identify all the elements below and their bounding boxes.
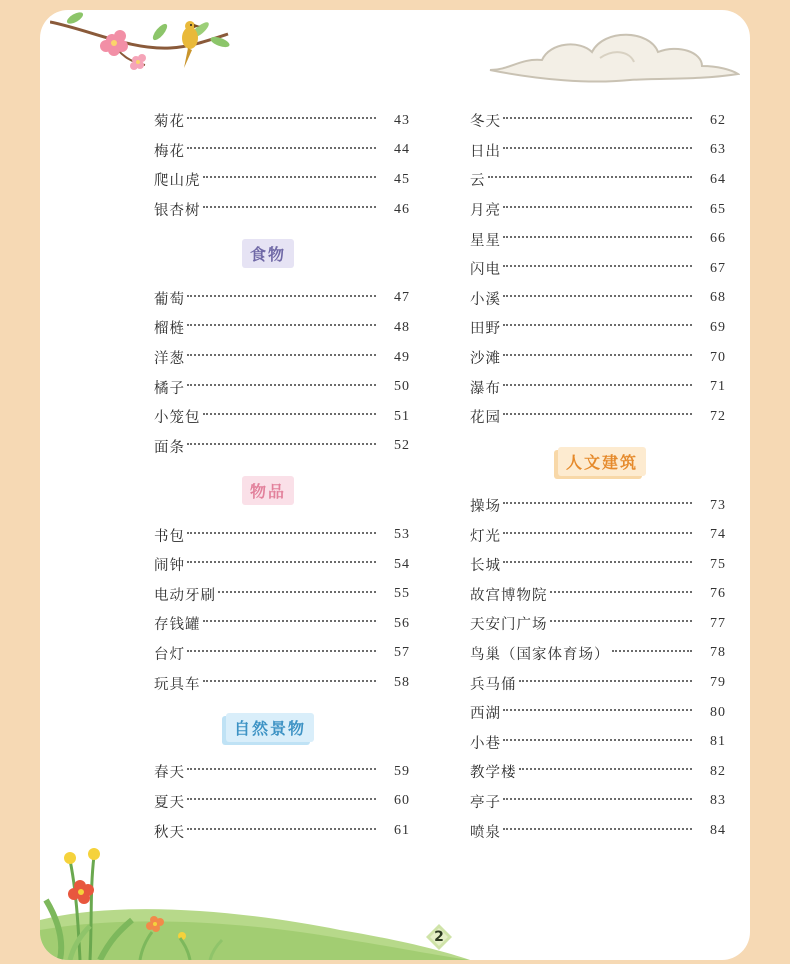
entry-title: 花园 [470,410,501,427]
dot-leader [187,827,376,830]
dot-leader [187,649,376,652]
section-tag: 食物 [242,239,294,268]
toc-entry[interactable] [470,698,726,728]
dot-leader [187,442,376,445]
dot-leader [612,649,693,652]
entry-page-number: 81 [710,734,726,750]
dot-leader [503,708,692,711]
dot-leader [187,146,376,149]
dot-leader [503,383,692,386]
toc-entry[interactable] [154,195,410,225]
dot-leader [503,353,692,356]
dot-leader [503,116,692,119]
entry-page-number: 60 [394,793,410,809]
entry-title: 瀑布 [470,380,501,397]
entry-page-number: 43 [394,112,410,128]
blossom-branch-icon [50,10,230,80]
dot-leader [503,146,692,149]
toc-entry[interactable] [154,639,410,669]
entry-page-number: 77 [710,615,726,631]
section-tag: 自然景物 [226,713,314,742]
toc-entry[interactable] [154,520,410,550]
dot-leader [503,797,692,800]
toc-entry[interactable] [470,254,726,284]
dot-leader [503,412,692,415]
toc-entry[interactable] [154,787,410,817]
toc-entry[interactable] [154,550,410,580]
dot-leader [218,590,376,593]
toc-entry[interactable] [154,284,410,314]
entry-page-number: 79 [710,675,726,691]
dot-leader [187,294,376,297]
dot-leader [187,323,376,326]
dot-leader [503,205,692,208]
entry-title: 榴梿 [154,321,185,338]
entry-page-number: 57 [394,645,410,661]
entry-title: 沙滩 [470,351,501,368]
entry-title: 存钱罐 [154,617,201,634]
dot-leader [187,116,376,119]
entry-page-number: 73 [710,497,726,513]
toc-entry[interactable] [470,816,726,846]
dot-leader [187,560,376,563]
toc-entry[interactable] [154,165,410,195]
entry-title: 梅花 [154,143,185,160]
entry-title: 兵马俑 [470,676,517,693]
entry-page-number: 49 [394,349,410,365]
entry-title: 星星 [470,232,501,249]
entry-title: 长城 [470,558,501,575]
entry-title: 面条 [154,439,185,456]
toc-entry[interactable] [470,195,726,225]
entry-title: 小笼包 [154,410,201,427]
entry-page-number: 45 [394,171,410,187]
entry-title: 橘子 [154,380,185,397]
entry-title: 操场 [470,499,501,516]
entry-page-number: 47 [394,290,410,306]
entry-title: 月亮 [470,203,501,220]
dot-leader [550,619,693,622]
entry-page-number: 76 [710,586,726,602]
entry-title: 爬山虎 [154,173,201,190]
toc-entry[interactable] [470,550,726,580]
toc-entry[interactable] [470,727,726,757]
entry-title: 台灯 [154,646,185,663]
entry-title: 田野 [470,321,501,338]
entry-title: 电动牙刷 [154,587,216,604]
entry-page-number: 65 [710,201,726,217]
dot-leader [519,767,693,770]
dot-leader [503,738,692,741]
toc-entry[interactable] [470,757,726,787]
entry-title: 夏天 [154,794,185,811]
entry-page-number: 66 [710,231,726,247]
toc-entry[interactable] [154,432,410,462]
entry-title: 教学楼 [470,765,517,782]
cloud-icon [480,18,740,98]
toc-entry[interactable] [154,372,410,402]
toc-entry[interactable] [470,580,726,610]
toc-entry[interactable] [154,136,410,166]
dot-leader [503,294,692,297]
entry-title: 葡萄 [154,291,185,308]
section-header-culture [470,432,726,491]
entry-title: 春天 [154,765,185,782]
toc-entry[interactable] [154,609,410,639]
entry-title: 故宫博物院 [470,587,548,604]
toc-entry[interactable] [470,787,726,817]
section-header-items [154,461,410,520]
entry-page-number: 51 [394,408,410,424]
entry-title: 银杏树 [154,203,201,220]
dot-leader [503,827,692,830]
entry-page-number: 50 [394,379,410,395]
entry-page-number: 61 [394,823,410,839]
entry-title: 鸟巢（国家体育场） [470,646,610,663]
entry-page-number: 59 [394,763,410,779]
entry-page-number: 67 [710,260,726,276]
dot-leader [187,531,376,534]
toc-entry[interactable] [470,224,726,254]
dot-leader [203,412,377,415]
dot-leader [203,175,377,178]
page-number: 2 [434,929,444,945]
entry-page-number: 58 [394,675,410,691]
entry-page-number: 62 [710,112,726,128]
entry-page-number: 83 [710,793,726,809]
entry-page-number: 48 [394,319,410,335]
entry-page-number: 78 [710,645,726,661]
entry-page-number: 54 [394,556,410,572]
dot-leader [203,205,377,208]
section-tag: 人文建筑 [558,447,646,476]
toc-entry[interactable] [470,313,726,343]
toc-entry[interactable] [154,343,410,373]
toc-entry[interactable] [154,402,410,432]
flower-meadow-icon [40,840,240,960]
page-number-badge [424,922,454,952]
dot-leader [187,797,376,800]
toc-entry[interactable] [154,313,410,343]
entry-page-number: 82 [710,763,726,779]
dot-leader [187,767,376,770]
entry-page-number: 72 [710,408,726,424]
toc-entry[interactable] [470,402,726,432]
entry-title: 亭子 [470,794,501,811]
dot-leader [503,560,692,563]
entry-page-number: 44 [394,142,410,158]
dot-leader [503,323,692,326]
entry-page-number: 53 [394,527,410,543]
entry-title: 小巷 [470,735,501,752]
entry-page-number: 52 [394,438,410,454]
entry-page-number: 75 [710,556,726,572]
page-card [40,10,750,960]
entry-title: 冬天 [470,114,501,131]
entry-title: 菊花 [154,114,185,131]
dot-leader [503,264,692,267]
entry-title: 天安门广场 [470,617,548,634]
dot-leader [187,353,376,356]
toc-left-column [154,106,410,846]
section-header-food [154,224,410,283]
entry-page-number: 70 [710,349,726,365]
dot-leader [503,235,692,238]
dot-leader [187,383,376,386]
toc-entry[interactable] [470,491,726,521]
entry-page-number: 71 [710,379,726,395]
entry-title: 灯光 [470,528,501,545]
entry-page-number: 55 [394,586,410,602]
dot-leader [503,531,692,534]
entry-title: 小溪 [470,291,501,308]
entry-title: 喷泉 [470,824,501,841]
entry-title: 洋葱 [154,351,185,368]
entry-page-number: 46 [394,201,410,217]
entry-page-number: 56 [394,615,410,631]
dot-leader [203,619,377,622]
dot-leader [519,679,693,682]
toc-entry[interactable] [470,284,726,314]
entry-title: 玩具车 [154,676,201,693]
section-tag: 物品 [242,476,294,505]
entry-page-number: 74 [710,527,726,543]
entry-page-number: 84 [710,823,726,839]
toc-entry[interactable] [470,136,726,166]
toc-entry[interactable] [154,106,410,136]
toc-entry[interactable] [154,757,410,787]
toc-entry[interactable] [470,639,726,669]
toc-entry[interactable] [470,609,726,639]
toc-right-column [470,106,726,846]
toc-entry[interactable] [154,580,410,610]
entry-page-number: 63 [710,142,726,158]
dot-leader [203,679,377,682]
entry-title: 西湖 [470,706,501,723]
entry-title: 秋天 [154,824,185,841]
dot-leader [488,175,693,178]
section-header-nature [154,698,410,757]
entry-page-number: 80 [710,704,726,720]
entry-title: 书包 [154,528,185,545]
toc-entry[interactable] [470,668,726,698]
entry-title: 闪电 [470,262,501,279]
entry-page-number: 69 [710,319,726,335]
dot-leader [503,501,692,504]
toc-entry[interactable] [154,668,410,698]
entry-title: 日出 [470,143,501,160]
toc-entry[interactable] [470,165,726,195]
toc-entry[interactable] [470,520,726,550]
entry-page-number: 64 [710,171,726,187]
entry-title: 云 [470,173,486,190]
toc-entry[interactable] [470,372,726,402]
entry-page-number: 68 [710,290,726,306]
toc-entry[interactable] [470,106,726,136]
dot-leader [550,590,693,593]
entry-title: 闹钟 [154,558,185,575]
toc-entry[interactable] [470,343,726,373]
